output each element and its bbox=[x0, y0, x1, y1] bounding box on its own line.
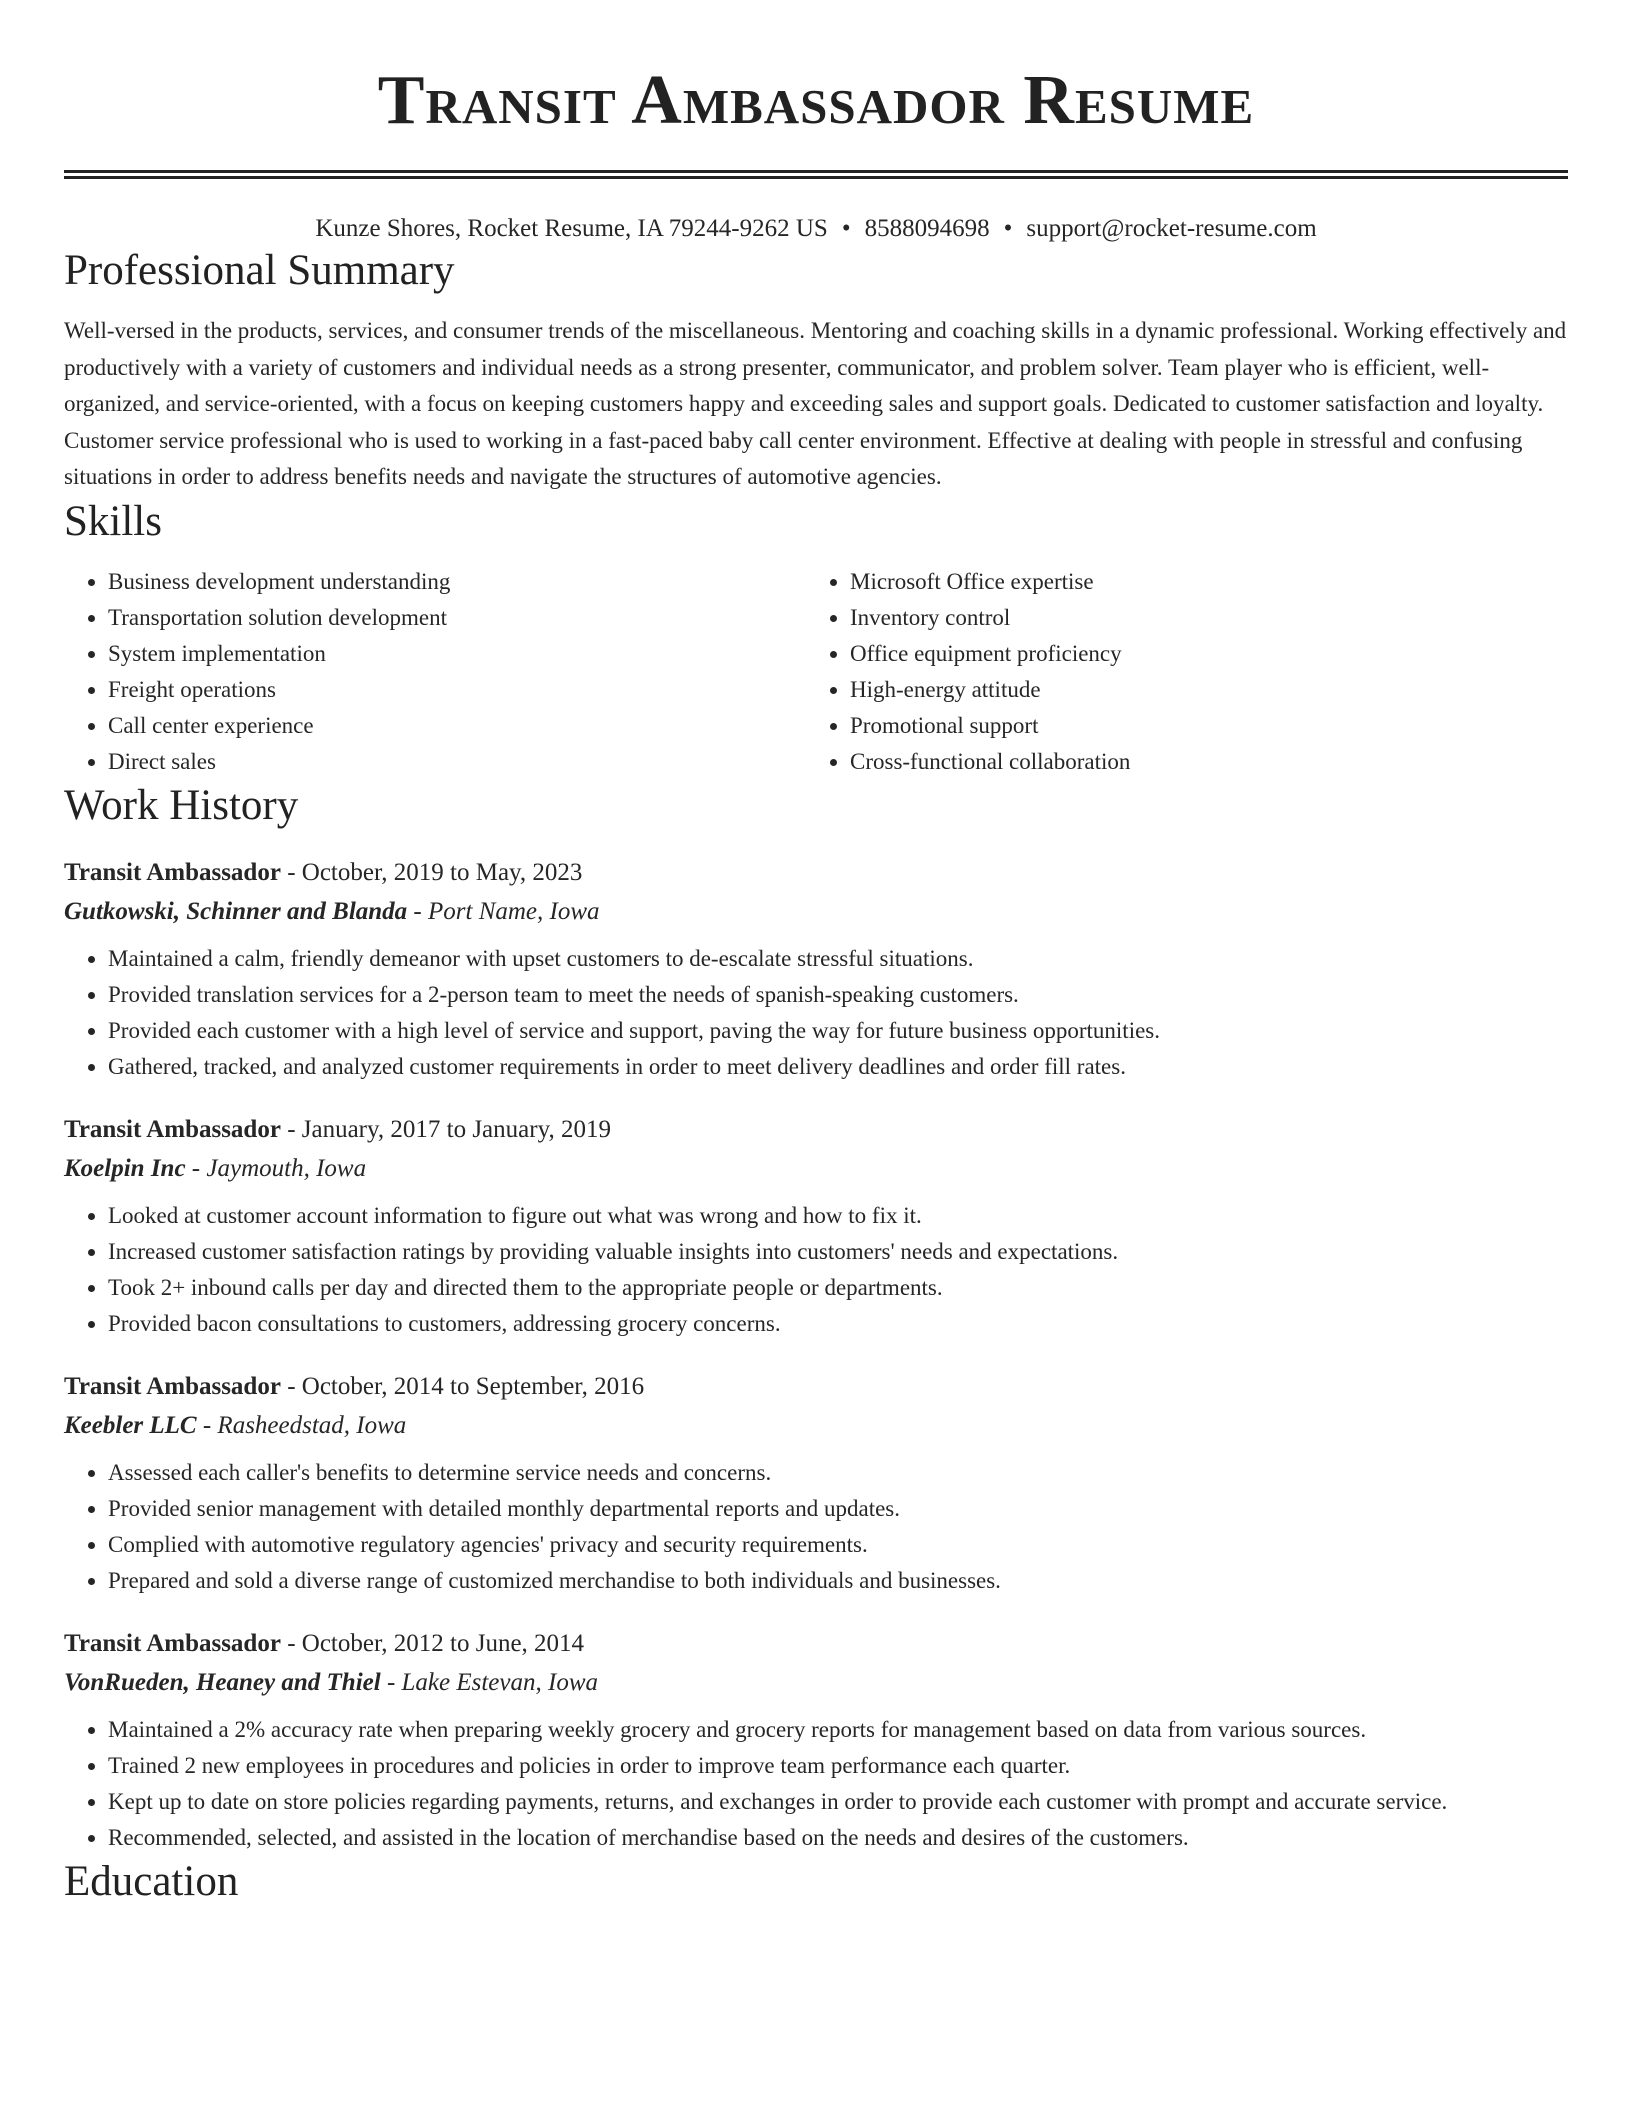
job-title: Transit Ambassador bbox=[64, 1372, 281, 1400]
education-section bbox=[64, 1856, 1568, 1908]
job-company-line bbox=[64, 892, 1568, 931]
skill-item: • Direct sales bbox=[108, 744, 806, 780]
job-company-line bbox=[64, 1406, 1568, 1445]
job-company: Gutkowski, Schinner and Blanda bbox=[64, 897, 408, 925]
skill-item: • Call center experience bbox=[108, 708, 806, 744]
job-bullet: • Provided each customer with a high level of service and support, paving the way for future business opportunities. bbox=[108, 1013, 1568, 1049]
job-location: - Jaymouth, Iowa bbox=[185, 1154, 367, 1182]
job-company: Keebler LLC bbox=[64, 1411, 197, 1439]
skills-heading: Skills bbox=[64, 497, 162, 545]
job-bullets bbox=[64, 1455, 1568, 1599]
skills-list-left bbox=[64, 564, 806, 780]
professional-summary-section bbox=[64, 245, 1568, 496]
job-company-line bbox=[64, 1663, 1568, 1702]
skill-item: • Office equipment proficiency bbox=[850, 636, 1566, 672]
skill-item: • Transportation solution development bbox=[108, 600, 806, 636]
skill-item: • System implementation bbox=[108, 636, 806, 672]
job-bullet: • Trained 2 new employees in procedures and policies in order to improve team performance each quarter. bbox=[108, 1748, 1568, 1784]
job-entry bbox=[64, 1368, 1568, 1599]
job-bullets bbox=[64, 1712, 1568, 1856]
job-bullet: • Provided bacon consultations to customers, addressing grocery concerns. bbox=[108, 1306, 1568, 1342]
skills-section bbox=[64, 496, 1568, 780]
contact-line bbox=[64, 213, 1568, 245]
job-bullet: • Maintained a calm, friendly demeanor with upset customers to de-escalate stressful situations. bbox=[108, 941, 1568, 977]
job-company: Koelpin Inc bbox=[64, 1154, 186, 1182]
job-bullet: • Prepared and sold a diverse range of customized merchandise to both individuals and businesses. bbox=[108, 1563, 1568, 1599]
skill-item: • Inventory control bbox=[850, 600, 1566, 636]
job-entry bbox=[64, 1625, 1568, 1856]
job-bullet: • Maintained a 2% accuracy rate when preparing weekly grocery and grocery reports for management based on data from various sources. bbox=[108, 1712, 1568, 1748]
job-dates: - October, 2012 to June, 2014 bbox=[280, 1629, 585, 1657]
job-bullet: • Kept up to date on store policies regarding payments, returns, and exchanges in order to provide each customer with prompt and accurate service. bbox=[108, 1784, 1568, 1820]
work-history-section bbox=[64, 780, 1568, 1856]
skill-item: • Microsoft Office expertise bbox=[850, 564, 1566, 600]
skill-item: • Cross-functional collaboration bbox=[850, 744, 1566, 780]
job-bullet: • Provided senior management with detailed monthly departmental reports and updates. bbox=[108, 1491, 1568, 1527]
job-bullets bbox=[64, 1198, 1568, 1342]
resume-title: Transit Ambassador Resume bbox=[377, 62, 1255, 139]
job-role-line bbox=[64, 1625, 1568, 1663]
summary-heading: Professional Summary bbox=[64, 247, 455, 294]
skill-item: • High-energy attitude bbox=[850, 672, 1566, 708]
job-entry bbox=[64, 1111, 1568, 1342]
job-role-line bbox=[64, 854, 1568, 892]
job-company-line bbox=[64, 1149, 1568, 1188]
contact-email: support@rocket-resume.com bbox=[1026, 215, 1317, 242]
contact-separator: • bbox=[841, 215, 851, 242]
contact-phone: 8588094698 bbox=[864, 215, 990, 242]
contact-separator: • bbox=[1003, 215, 1013, 242]
job-entry bbox=[64, 854, 1568, 1085]
skill-item: • Freight operations bbox=[108, 672, 806, 708]
skills-columns bbox=[64, 564, 1568, 780]
summary-text: Well-versed in the products, services, and consumer trends of the miscellaneous. Mentoring and coaching skills in a dynamic professional. Working effectively and productively with a variety of customers and individual needs as a strong presenter, communicator, and problem solver. Team player who is efficient, well-organized, and service-oriented, with a focus on keeping customers happy and exceeding sales and support goals. Dedicated to customer satisfaction and loyalty. Customer service professional who is used to working in a fast-paced baby call center environment. Effective at dealing with people in stressful and confusing situations in order to address benefits needs and navigate the structures of automotive agencies. bbox=[64, 318, 1567, 489]
work-history-heading: Work History bbox=[64, 781, 299, 829]
job-location: - Rasheedstad, Iowa bbox=[196, 1411, 407, 1439]
job-bullet: • Complied with automotive regulatory agencies' privacy and security requirements. bbox=[108, 1527, 1568, 1563]
job-role-line bbox=[64, 1111, 1568, 1149]
job-role-line bbox=[64, 1368, 1568, 1406]
job-bullet: • Assessed each caller's benefits to determine service needs and concerns. bbox=[108, 1455, 1568, 1491]
skill-item: • Promotional support bbox=[850, 708, 1566, 744]
job-title: Transit Ambassador bbox=[64, 1629, 281, 1657]
job-bullet: • Recommended, selected, and assisted in the location of merchandise based on the needs and desires of the customers. bbox=[108, 1820, 1568, 1856]
job-bullet: • Gathered, tracked, and analyzed customer requirements in order to meet delivery deadlines and order fill rates. bbox=[108, 1049, 1568, 1085]
contact-address: Kunze Shores, Rocket Resume, IA 79244-9262 US bbox=[315, 215, 828, 242]
job-title: Transit Ambassador bbox=[64, 1115, 281, 1143]
job-location: - Port Name, Iowa bbox=[407, 897, 600, 925]
job-bullet: • Increased customer satisfaction ratings by providing valuable insights into customers' needs and expectations. bbox=[108, 1234, 1568, 1270]
job-bullet: • Looked at customer account information to figure out what was wrong and how to fix it. bbox=[108, 1198, 1568, 1234]
job-bullets bbox=[64, 941, 1568, 1085]
education-heading: Education bbox=[64, 1857, 239, 1905]
job-dates: - October, 2014 to September, 2016 bbox=[280, 1372, 645, 1400]
job-bullet: • Provided translation services for a 2-person team to meet the needs of spanish-speaking customers. bbox=[108, 977, 1568, 1013]
job-location: - Lake Estevan, Iowa bbox=[380, 1668, 598, 1696]
job-dates: - October, 2019 to May, 2023 bbox=[280, 858, 583, 886]
job-company: VonRueden, Heaney and Thiel bbox=[64, 1668, 381, 1696]
skills-list-right bbox=[806, 564, 1566, 780]
skill-item: • Business development understanding bbox=[108, 564, 806, 600]
job-bullet: • Took 2+ inbound calls per day and directed them to the appropriate people or departments. bbox=[108, 1270, 1568, 1306]
job-title: Transit Ambassador bbox=[64, 858, 281, 886]
title-divider bbox=[64, 170, 1568, 179]
job-dates: - January, 2017 to January, 2019 bbox=[280, 1115, 611, 1143]
